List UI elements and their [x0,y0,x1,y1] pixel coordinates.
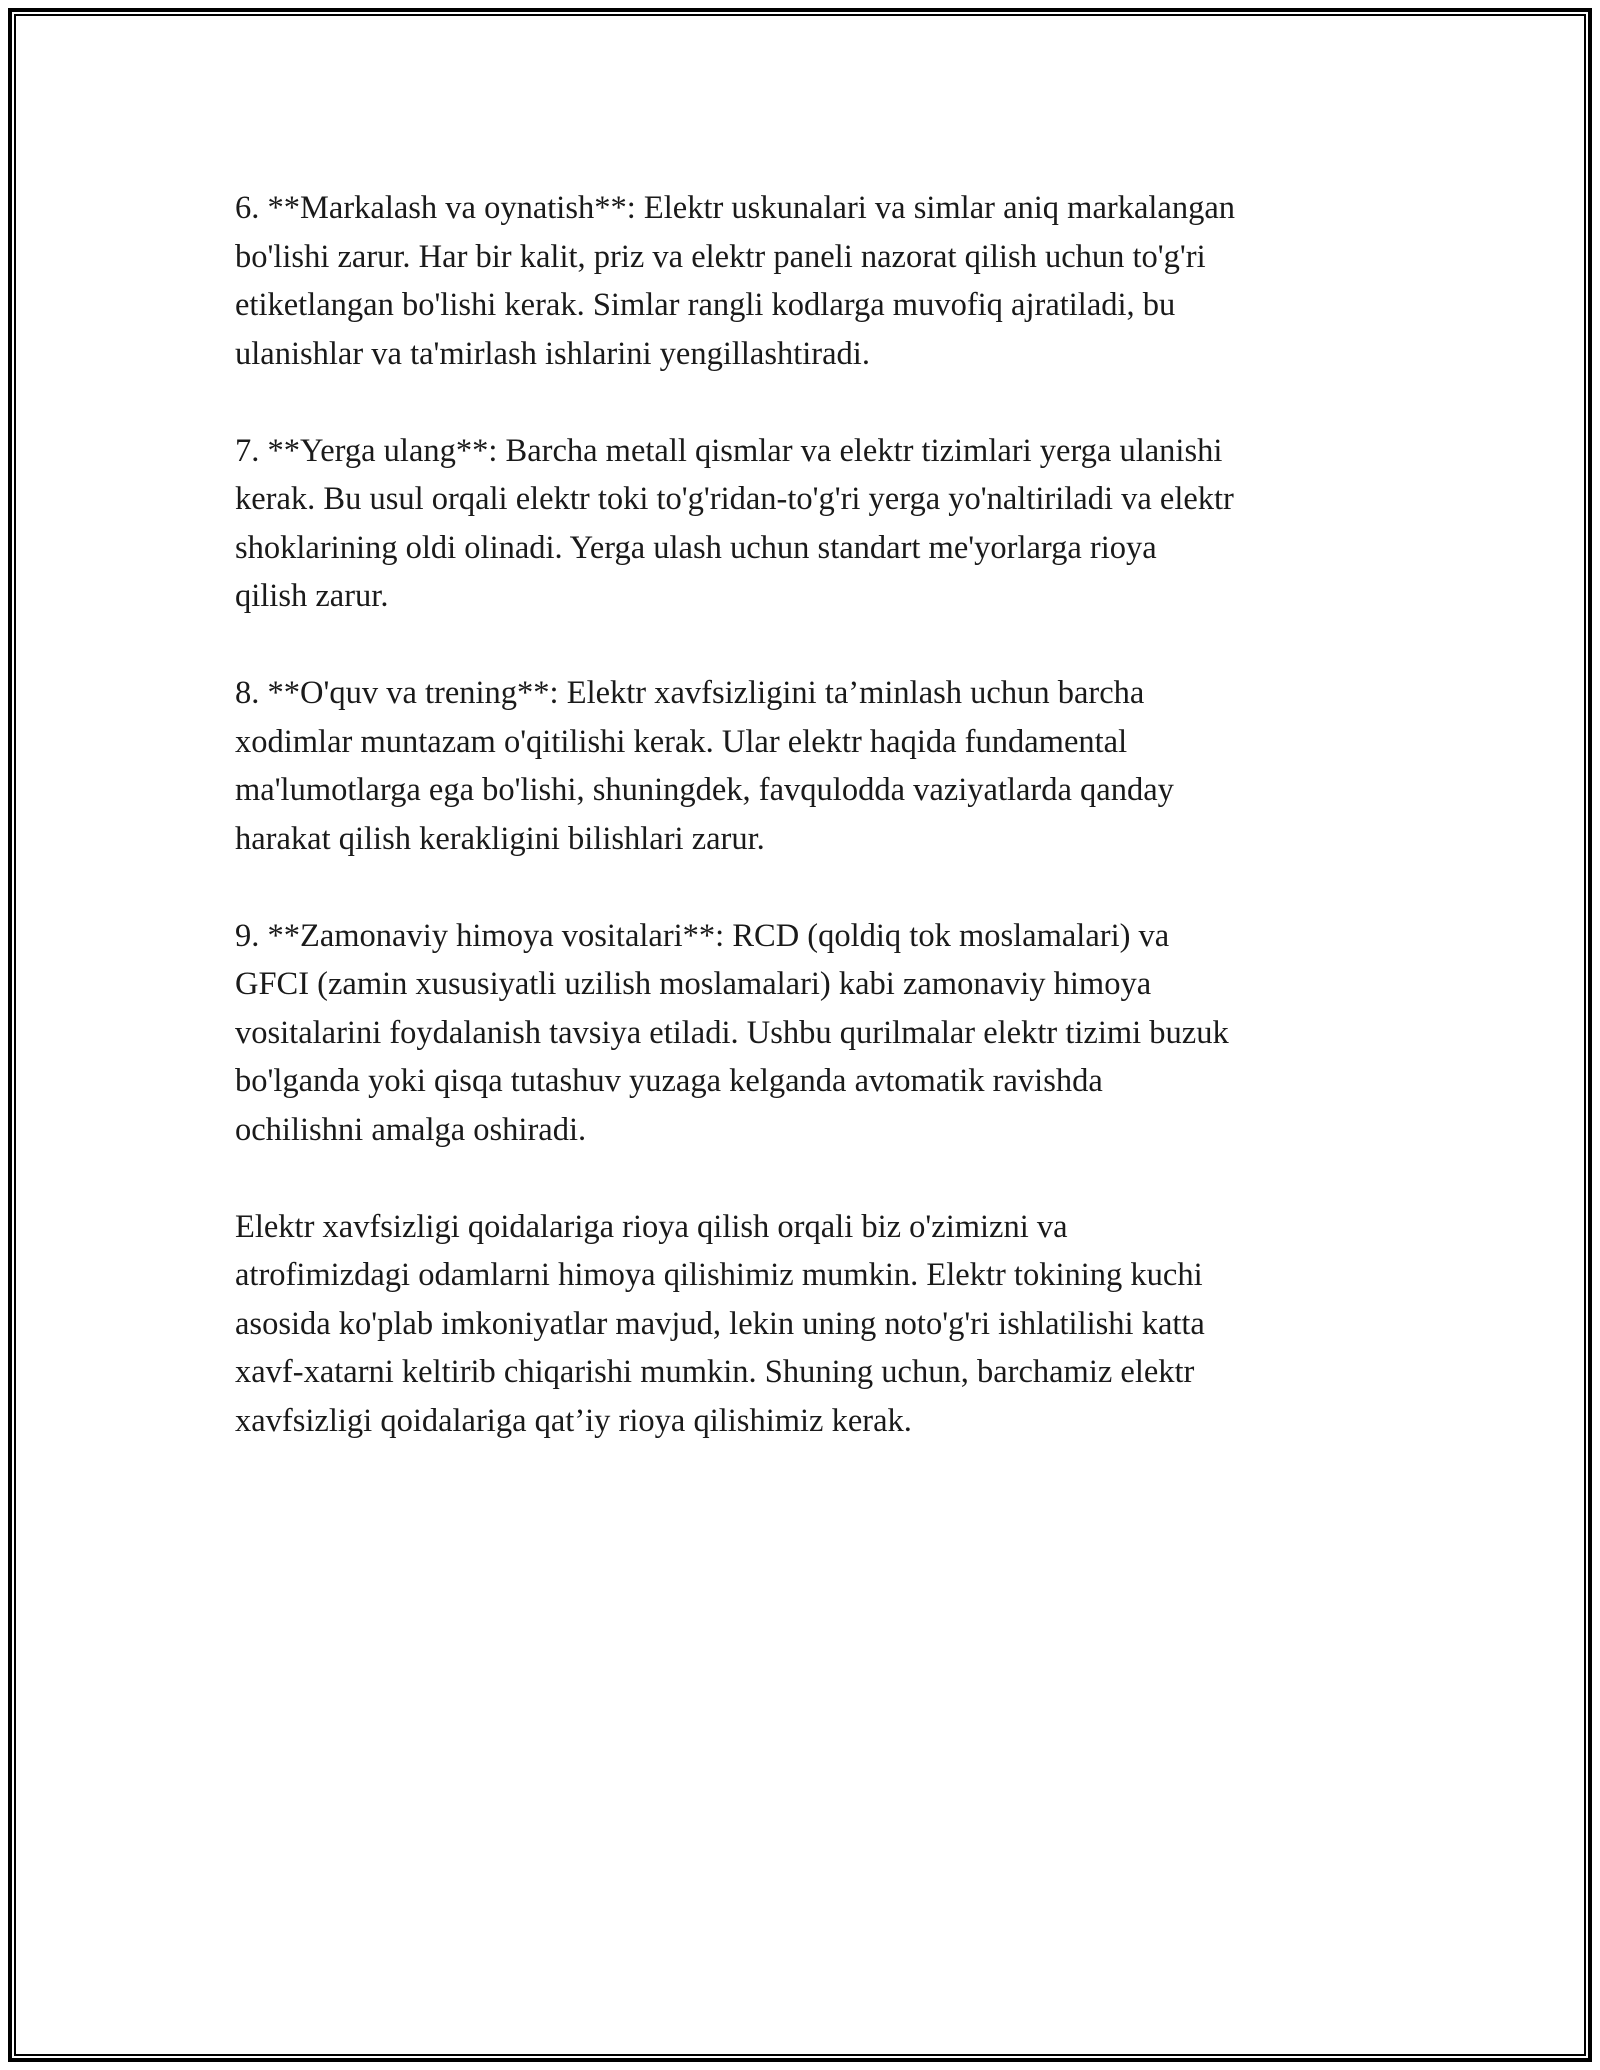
paragraph-line: asosida ko'plab imkoniyatlar mavjud, lekin uning noto'g'ri ishlatilishi katta [235,1305,1205,1342]
paragraph-line: ulanishlar va ta'mirlash ishlarini yengillashtiradi. [235,335,870,372]
paragraph-line: ochilishni amalga oshiradi. [235,1111,587,1148]
paragraph-item-6-labeling [235,184,1375,378]
paragraph-line: xavf-xatarni keltirib chiqarishi mumkin. Shuning uchun, barchamiz elektr [235,1354,1195,1390]
paragraph-line: ma'lumotlarga ega bo'lishi, shuningdek, favqulodda vaziyatlarda qanday [235,772,1174,808]
paragraph-item-8-training [235,669,1375,863]
paragraph-conclusion [235,1203,1375,1446]
paragraph-line: etiketlangan bo'lishi kerak. Simlar rangli kodlarga muvofiq ajratiladi, bu [235,287,1176,323]
paragraph-item-7-grounding [235,427,1375,621]
paragraph-line: atrofimizdagi odamlarni himoya qilishimiz mumkin. Elektr tokining kuchi [235,1257,1203,1293]
paragraph-line: bo'lishi zarur. Har bir kalit, priz va elektr paneli nazorat qilish uchun to'g'ri [235,238,1206,275]
paragraph-line: kerak. Bu usul orqali elektr toki to'g'ridan-to'g'ri yerga yo'naltiriladi va elektr [235,481,1234,517]
paragraph-line: 6. **Markalash va oynatish**: Elektr uskunalari va simlar aniq markalangan [235,190,1235,226]
paragraph-item-9-protection-devices [235,912,1375,1155]
document-body [235,184,1375,1445]
paragraph-line: 9. **Zamonaviy himoya vositalari**: RCD (qoldiq tok moslamalari) va [235,917,1170,954]
paragraph-line: xavfsizligi qoidalariga qat’iy rioya qilishimiz kerak. [235,1402,912,1439]
paragraph-line: vositalarini foydalanish tavsiya etiladi. Ushbu qurilmalar elektr tizimi buzuk [235,1014,1229,1051]
paragraph-line: bo'lganda yoki qisqa tutashuv yuzaga kelganda avtomatik ravishda [235,1063,1103,1099]
paragraph-line: Elektr xavfsizligi qoidalariga rioya qilish orqali biz o'zimizni va [235,1208,1068,1245]
paragraph-line: 8. **O'quv va trening**: Elektr xavfsizligini ta’minlash uchun barcha [235,675,1145,711]
paragraph-line: harakat qilish kerakligini bilishlari zarur. [235,820,765,857]
paragraph-line: shoklarining oldi olinadi. Yerga ulash uchun standart me'yorlarga rioya [235,529,1157,566]
paragraph-line: xodimlar muntazam o'qitilishi kerak. Ular elektr haqida fundamental [235,723,1128,760]
paragraph-line: GFCI (zamin xususiyatli uzilish moslamalari) kabi zamonaviy himoya [235,966,1152,1002]
paragraph-line: 7. **Yerga ulang**: Barcha metall qismlar va elektr tizimlari yerga ulanishi [235,432,1223,469]
paragraph-line: qilish zarur. [235,578,389,614]
